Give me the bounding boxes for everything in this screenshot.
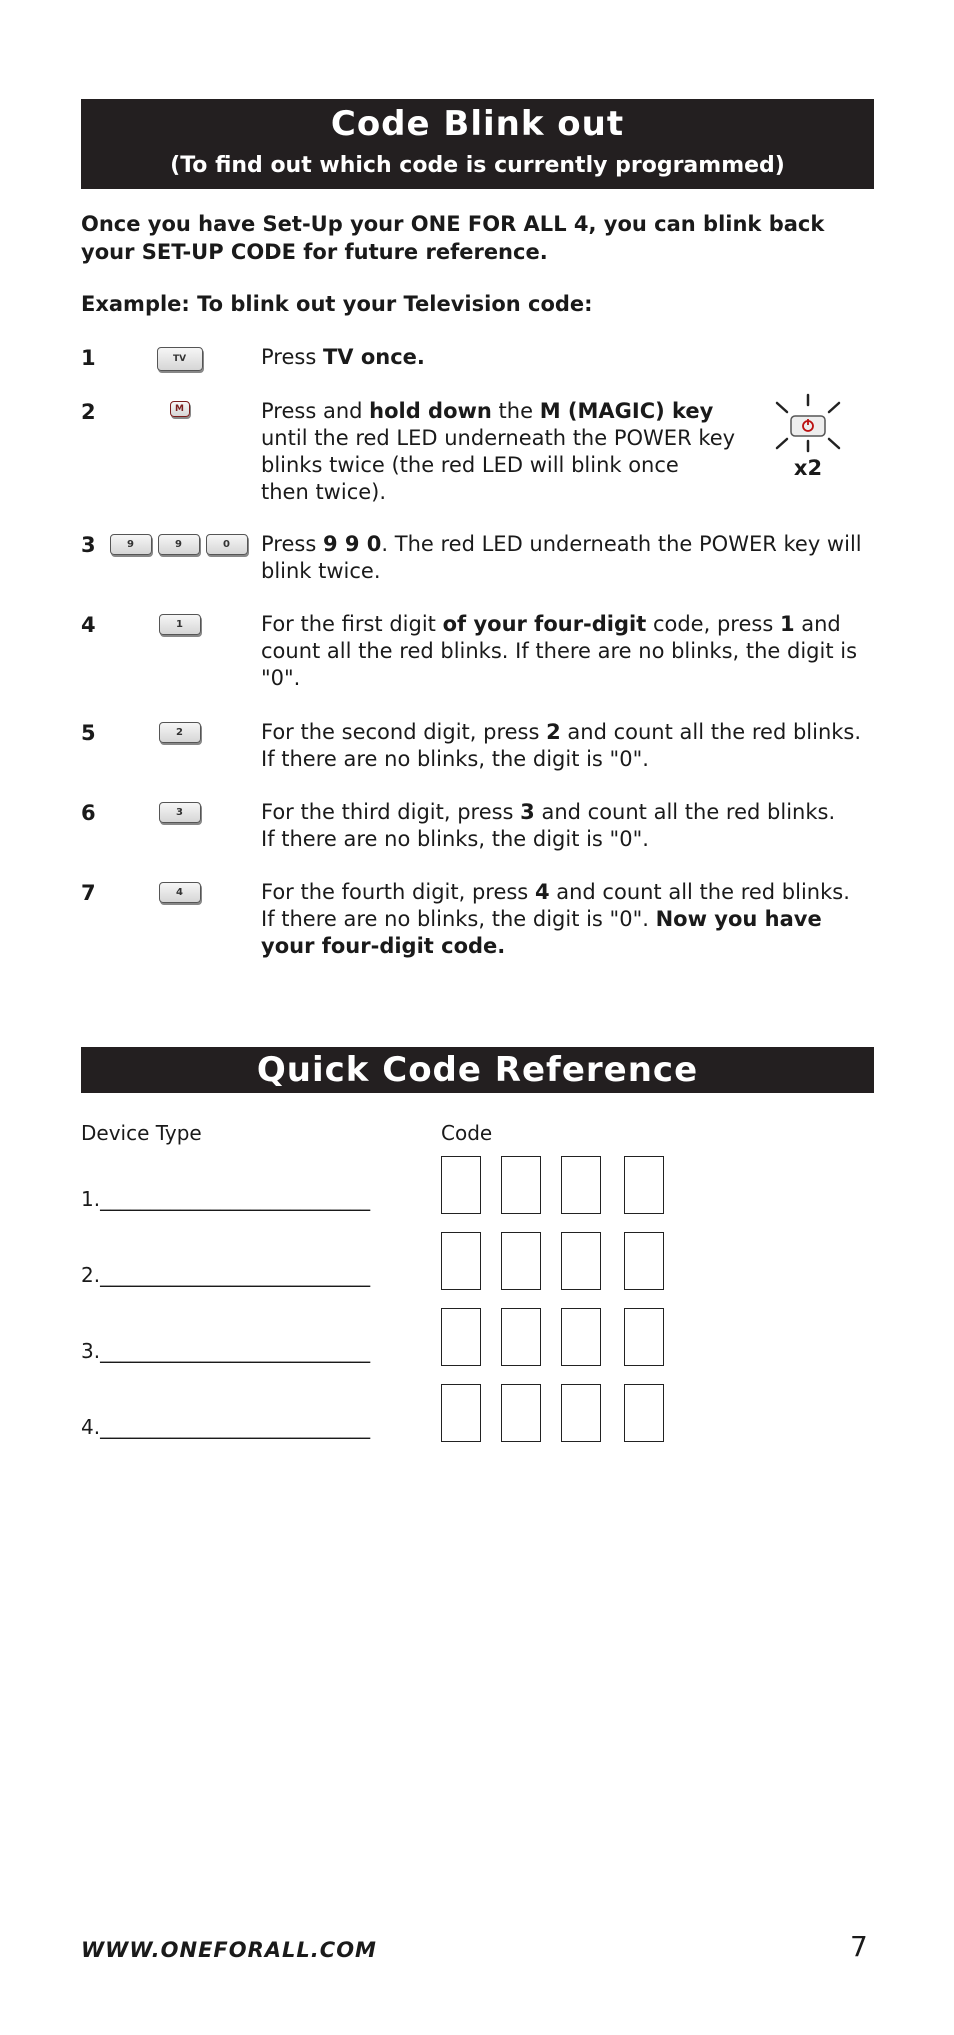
code-label: Code (441, 1121, 493, 1145)
emphasis-text: 4 (534, 880, 550, 904)
instruction-text: and count all the red blinks. (534, 800, 836, 824)
section-subtitle: (To find out which code is currently programmed) (170, 153, 785, 178)
step-number: 7 (81, 881, 96, 905)
step-number: 1 (81, 346, 96, 370)
code-digit-box[interactable] (441, 1308, 481, 1366)
remote-keys (159, 614, 201, 635)
remote-key-icon: 2 (159, 722, 201, 743)
remote-key-icon: 4 (159, 882, 201, 903)
step-number: 2 (81, 400, 96, 424)
instruction-text: Press (261, 345, 323, 369)
instruction-text: the (491, 399, 540, 423)
code-digit-box[interactable] (561, 1308, 601, 1366)
instruction-text: count all the red blinks. If there are no blinks, the digit is (261, 639, 858, 663)
step-instructions (261, 531, 862, 585)
instruction-text: For the fourth digit, press (261, 880, 535, 904)
instruction-text: For the third digit, press (261, 800, 521, 824)
code-digit-box[interactable] (501, 1384, 541, 1442)
instruction-text: "0". (261, 666, 301, 690)
code-digit-box[interactable] (501, 1232, 541, 1290)
code-digit-box[interactable] (561, 1232, 601, 1290)
instruction-text: code, press (646, 612, 780, 636)
step-instructions (261, 799, 835, 853)
device-type-line-4[interactable]: 4.___________________________ (81, 1415, 371, 1439)
code-digit-box[interactable] (501, 1308, 541, 1366)
quick-code-reference-header (81, 1047, 874, 1093)
emphasis-text: your four-digit code. (261, 934, 506, 958)
instruction-text: If there are no blinks, the digit is "0". (261, 907, 656, 931)
page-number: 7 (850, 1930, 868, 1963)
step-instructions (261, 398, 735, 506)
remote-key-icon: TV (157, 347, 203, 371)
example-heading: Example: To blink out your Television code: (81, 292, 593, 316)
step-instructions (261, 719, 861, 773)
code-digit-box[interactable] (624, 1384, 664, 1442)
code-digit-box[interactable] (561, 1384, 601, 1442)
device-type-line-2[interactable]: 2.___________________________ (81, 1263, 371, 1287)
remote-keys (157, 347, 203, 371)
remote-key-icon: 9 (158, 534, 200, 555)
step-number: 5 (81, 721, 96, 745)
remote-key-icon: 0 (206, 534, 248, 555)
emphasis-text: of your four-digit (442, 612, 647, 636)
emphasis-text: Now you have (655, 907, 822, 931)
code-digit-box[interactable] (441, 1156, 481, 1214)
blinking-power-led-icon (771, 393, 845, 483)
emphasis-text: TV once. (322, 345, 425, 369)
step-instructions (261, 344, 425, 371)
code-digit-box[interactable] (441, 1232, 481, 1290)
device-type-line-1[interactable]: 1.___________________________ (81, 1187, 371, 1211)
step-number: 4 (81, 613, 96, 637)
device-type-label: Device Type (81, 1121, 202, 1145)
code-blink-out-header (81, 99, 874, 189)
code-digit-box[interactable] (501, 1156, 541, 1214)
remote-keys (159, 722, 201, 743)
emphasis-text: M (MAGIC) key (539, 399, 714, 423)
remote-key-icon: M (170, 401, 190, 417)
step-instructions (261, 879, 850, 960)
instruction-text: For the second digit, press (261, 720, 547, 744)
instruction-text: Press and (261, 399, 370, 423)
instruction-text: then twice). (261, 480, 387, 504)
instruction-text: . The red LED underneath the POWER key will (381, 532, 862, 556)
instruction-text: and (794, 612, 841, 636)
device-type-line-3[interactable]: 3.___________________________ (81, 1339, 371, 1363)
instruction-text: and count all the red blinks. (549, 880, 850, 904)
remote-keys (110, 534, 248, 555)
instruction-text: blink twice. (261, 559, 381, 583)
instruction-text: until the red LED underneath the POWER key (261, 426, 736, 450)
section-title: Code Blink out (330, 104, 625, 144)
emphasis-text: 2 (546, 720, 561, 744)
emphasis-text: hold down (369, 399, 492, 423)
remote-keys (159, 802, 201, 823)
instruction-text: If there are no blinks, the digit is "0". (261, 827, 649, 851)
remote-keys (159, 882, 201, 903)
instruction-text: Press (261, 532, 323, 556)
instruction-text: If there are no blinks, the digit is "0". (261, 747, 649, 771)
step-instructions (261, 611, 857, 692)
emphasis-text: 3 (520, 800, 535, 824)
intro-text: Once you have Set-Up your ONE FOR ALL 4, you can blink back your SET-UP CODE for future reference. (81, 212, 825, 264)
remote-key-icon: 3 (159, 802, 201, 823)
remote-keys (170, 401, 190, 417)
instruction-text: For the first digit (261, 612, 443, 636)
code-digit-box[interactable] (624, 1308, 664, 1366)
website-url: WWW.ONEFORALL.COM (81, 1938, 377, 1962)
instruction-text: and count all the red blinks. (560, 720, 862, 744)
remote-key-icon: 9 (110, 534, 152, 555)
blink-count-label: x2 (793, 456, 823, 480)
code-digit-box[interactable] (441, 1384, 481, 1442)
code-digit-box[interactable] (624, 1156, 664, 1214)
section-title: Quick Code Reference (256, 1050, 699, 1090)
emphasis-text: 1 (779, 612, 795, 636)
code-digit-box[interactable] (624, 1232, 664, 1290)
instruction-text: blinks twice (the red LED will blink once (261, 453, 679, 477)
remote-key-icon: 1 (159, 614, 201, 635)
emphasis-text: 9 9 0 (322, 532, 382, 556)
code-digit-box[interactable] (561, 1156, 601, 1214)
step-number: 3 (81, 533, 96, 557)
step-number: 6 (81, 801, 96, 825)
